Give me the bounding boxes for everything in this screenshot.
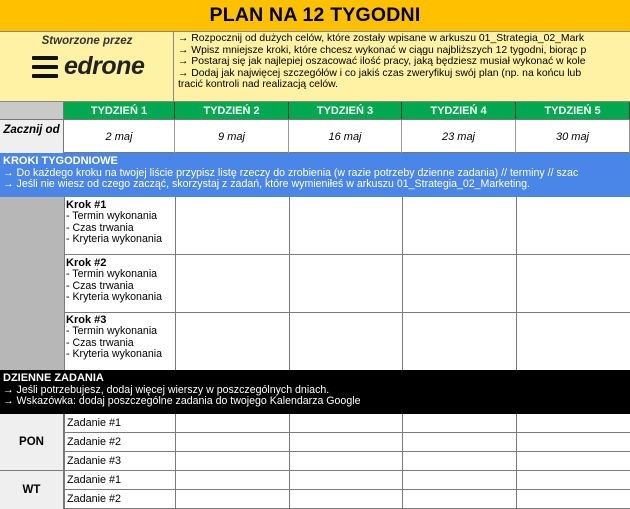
weekly-steps-banner[interactable]	[0, 153, 630, 197]
step-cell[interactable]	[64, 197, 175, 255]
title-bar	[0, 0, 630, 32]
task-cell[interactable]: Zadanie #3	[67, 455, 122, 467]
grid-line	[516, 197, 517, 370]
info-row	[0, 32, 630, 102]
step-detail: - Termin wykonania	[66, 268, 158, 281]
header-corner-cell[interactable]	[0, 102, 64, 119]
step-title: Krok #3	[66, 314, 107, 326]
step-title: Krok #1	[66, 199, 107, 211]
grid-line	[64, 312, 630, 313]
start-date-week-1[interactable]: 2 maj	[64, 120, 175, 154]
step-detail: - Kryteria wykonania	[66, 291, 162, 304]
week-1-header[interactable]: TYDZIEŃ 1	[64, 102, 175, 119]
day-label-pon[interactable]: PON	[0, 414, 64, 470]
step-detail: - Czas trwania	[66, 336, 134, 349]
sheet-title: PLAN NA 12 TYGODNI	[209, 4, 421, 26]
daily-tasks-banner[interactable]	[0, 370, 630, 414]
grid-line	[64, 197, 65, 370]
start-date-row	[0, 119, 630, 153]
start-date-week-4[interactable]: 23 maj	[402, 120, 516, 154]
grid-line	[64, 451, 630, 452]
grid-line	[402, 197, 403, 370]
hamburger-lines-icon	[32, 56, 58, 78]
instruction-line: → Postaraj się jak najlepiej oszacować ilość pracy, jaką będziesz musiał wykonać w kole	[178, 56, 586, 68]
step-cell[interactable]	[64, 312, 175, 370]
grid-line	[516, 414, 517, 509]
start-date-week-5[interactable]: 30 maj	[516, 120, 630, 154]
grid-line	[289, 197, 290, 370]
step-detail: - Termin wykonania	[66, 210, 158, 223]
day-label-wt[interactable]: WT	[0, 471, 64, 509]
grid-line	[402, 414, 403, 509]
instructions-cell[interactable]	[178, 33, 630, 91]
step-detail: - Czas trwania	[66, 279, 134, 292]
step-cell[interactable]	[64, 255, 175, 312]
instruction-line: tracić kontroli nad realizacją celów.	[178, 79, 338, 91]
weekly-steps-hint: → Jeśli nie wiesz od czego zacząć, skorzystaj z zadań, które wymieniłeś w arkuszu 01_Strategia_02_Marketing.	[3, 178, 530, 191]
task-cell[interactable]: Zadanie #1	[67, 474, 122, 486]
week-5-header[interactable]: TYDZIEŃ 5	[516, 102, 630, 119]
instruction-line: → Dodaj jak najwięcej szczegółów i co jakiś czas zweryfikuj swój plan (np. na końcu lub	[178, 67, 582, 79]
weekly-steps-hint: → Do każdego kroku na twojej liście przypisz listę rzeczy do zrobienia (w razie potrzeby dzienne zadania) // terminy // szac	[3, 166, 579, 179]
week-4-header[interactable]: TYDZIEŃ 4	[402, 102, 516, 119]
brand-name: edrone	[64, 52, 145, 80]
grid-line	[0, 470, 630, 471]
start-date-week-3[interactable]: 16 maj	[289, 120, 402, 154]
daily-tasks-title: DZIENNE ZADANIA	[3, 372, 104, 384]
weekly-steps-title: KROKI TYGODNIOWE	[3, 155, 118, 167]
start-date-week-2[interactable]: 9 maj	[175, 120, 289, 154]
grid-line	[289, 414, 290, 509]
step-detail: - Czas trwania	[66, 221, 134, 234]
daily-tasks-grid	[0, 414, 630, 509]
grid-line	[175, 414, 176, 509]
task-cell[interactable]: Zadanie #2	[67, 493, 122, 505]
step-detail: - Kryteria wykonania	[66, 348, 162, 361]
instruction-line: → Rozpocznij od dużych celów, które zostały wpisane w arkuszu 01_Strategia_02_Mark	[178, 33, 585, 44]
grid-line	[175, 197, 176, 370]
grid-line	[64, 254, 630, 255]
week-3-header[interactable]: TYDZIEŃ 3	[289, 102, 402, 119]
task-cell[interactable]: Zadanie #2	[67, 436, 122, 448]
edrone-logo	[32, 52, 144, 81]
created-by-cell[interactable]	[0, 32, 174, 102]
week-header-row	[0, 102, 630, 119]
task-cell[interactable]: Zadanie #1	[67, 417, 122, 429]
start-label[interactable]: Zacznij od	[0, 120, 64, 154]
instruction-line: → Wpisz mniejsze kroki, które chcesz wykonać w ciągu najbliższych 12 tygodni, biorąc p	[178, 44, 587, 56]
steps-grid	[0, 197, 630, 370]
step-detail: - Termin wykonania	[66, 325, 158, 338]
steps-side-cell[interactable]	[0, 197, 64, 370]
step-title: Krok #2	[66, 257, 107, 269]
created-by-label: Stworzone przez	[41, 35, 133, 47]
week-2-header[interactable]: TYDZIEŃ 2	[175, 102, 289, 119]
daily-tasks-hint: → Wskazówka: dodaj poszczególne zadania do twojego Kalendarza Google	[3, 395, 361, 408]
grid-line	[64, 489, 630, 490]
daily-tasks-hint: → Jeśli potrzebujesz, dodaj więcej wierszy w poszczególnych dniach.	[3, 383, 330, 396]
step-detail: - Kryteria wykonania	[66, 233, 162, 246]
grid-line	[64, 414, 65, 509]
grid-line	[64, 432, 630, 433]
